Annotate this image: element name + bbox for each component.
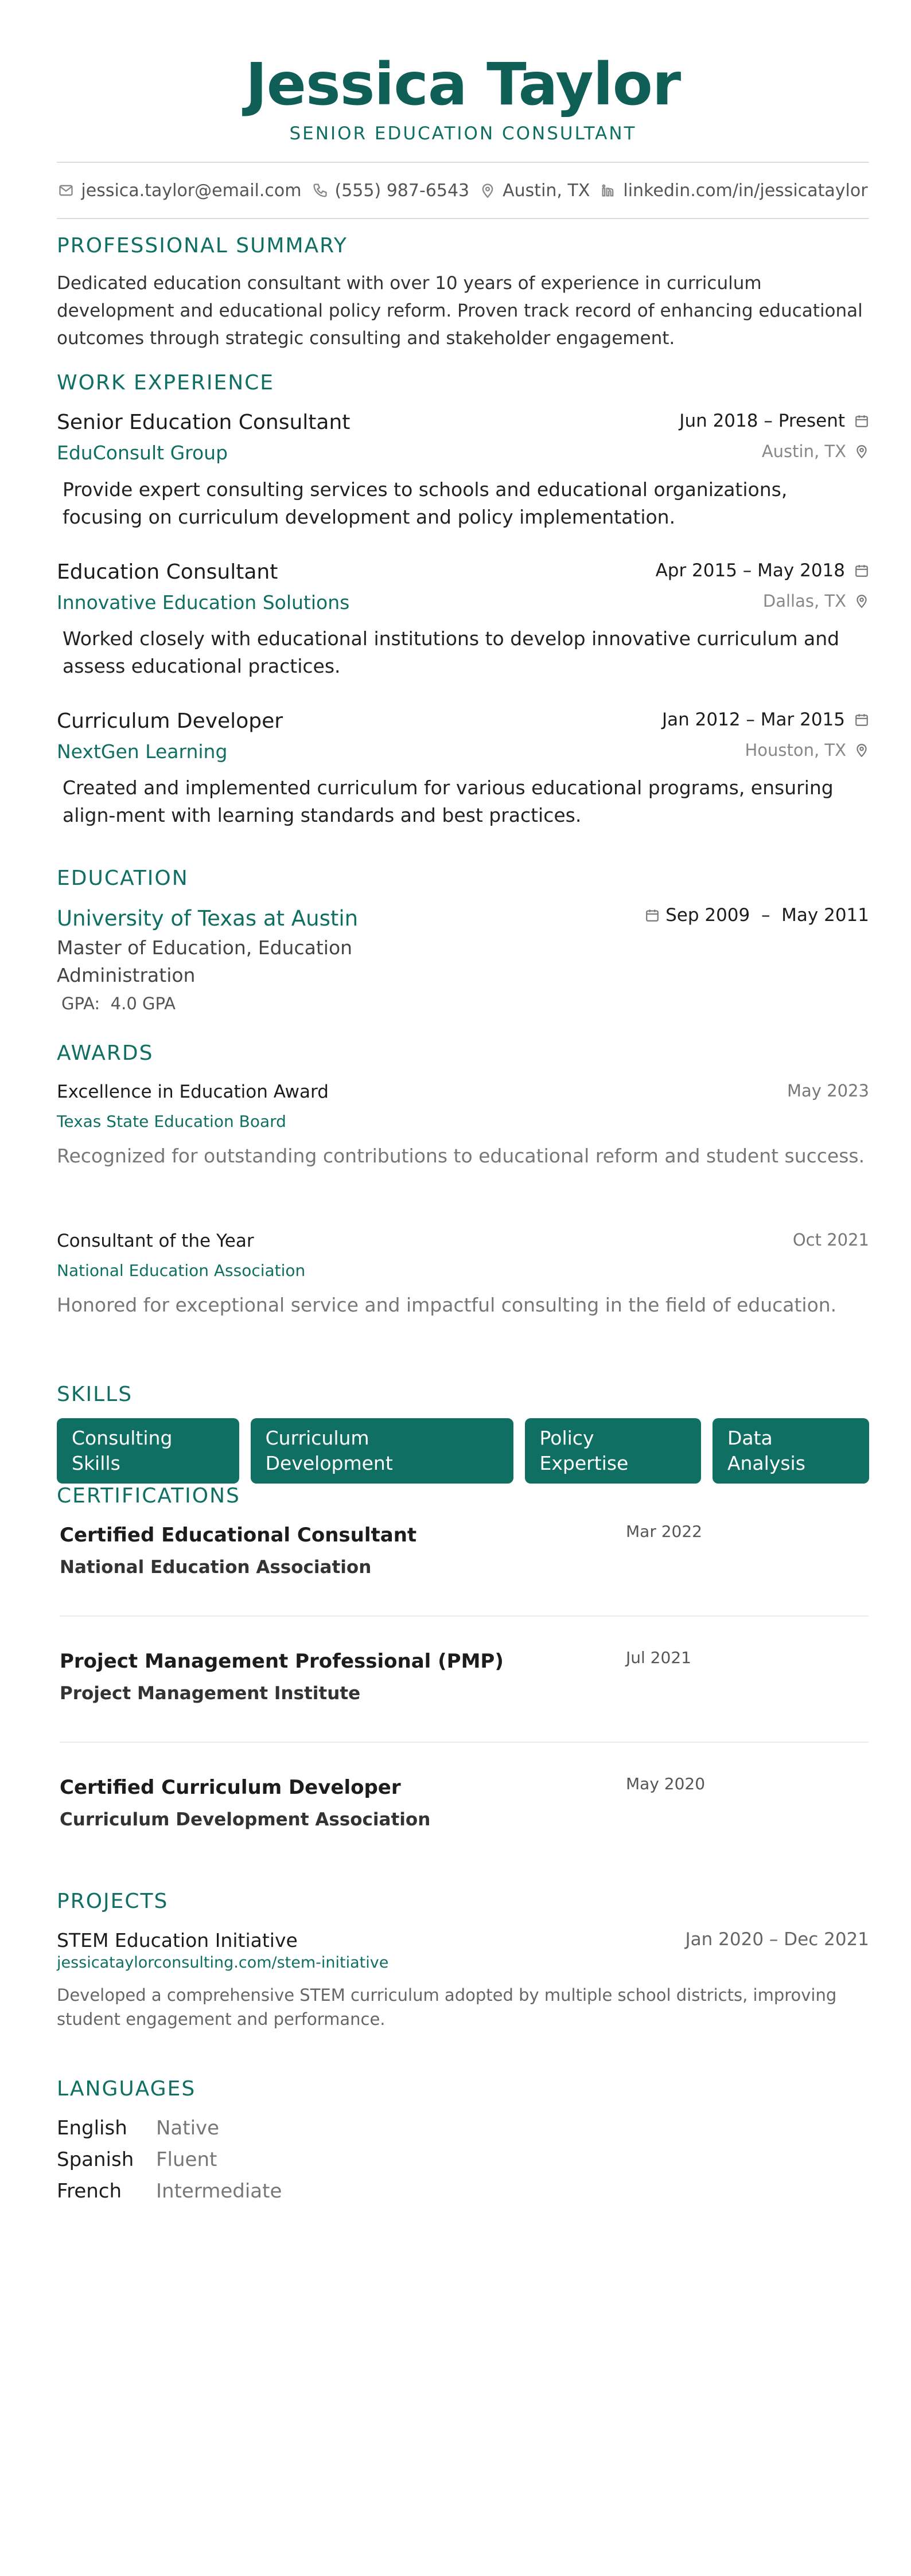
- language-name: French: [57, 2180, 122, 2203]
- awards-heading: AWARDS: [57, 1041, 154, 1065]
- job-title: Senior Education Consultant: [57, 411, 351, 434]
- project-description: Developed a comprehensive STEM curriculum adopted by multiple school districts, improving student engagement and performance.: [57, 1985, 837, 2029]
- cert-date: May 2020: [626, 1774, 706, 1793]
- languages-heading: LANGUAGES: [57, 2077, 196, 2101]
- cert-issuer: Project Management Institute: [60, 1683, 361, 1704]
- job-title: Education Consultant: [57, 560, 278, 584]
- education-gpa: [61, 992, 176, 1015]
- job-description: Created and implemented curriculum for various educational programs, ensuring align-ment with learning standards and best practices.: [63, 776, 834, 826]
- job-location: [762, 440, 869, 463]
- education-date-text: Sep 2009 – May 2011: [665, 905, 869, 926]
- language-level: Intermediate: [156, 2180, 282, 2203]
- calendar-icon: [854, 563, 869, 578]
- language-level: Native: [156, 2117, 220, 2140]
- job-company: EduConsult Group: [57, 442, 228, 464]
- job-location-text: Dallas, TX: [762, 591, 846, 611]
- calendar-icon: [854, 712, 869, 727]
- job-company: NextGen Learning: [57, 740, 228, 763]
- award-title: Excellence in Education Award: [57, 1082, 329, 1102]
- job-company: Innovative Education Solutions: [57, 591, 350, 614]
- summary-heading: PROFESSIONAL SUMMARY: [57, 234, 348, 257]
- cert-divider: [60, 1615, 869, 1617]
- summary-text: Dedicated education consultant with over 10 years of experience in curriculum development and educational policy reform. Proven track record of enhancing educational outcomes through strategic consulting and stakeholder engagement.: [57, 273, 863, 349]
- language-name: Spanish: [57, 2148, 134, 2171]
- award-issuer: Texas State Education Board: [57, 1112, 286, 1131]
- job-date-text: Jun 2018 – Present: [679, 411, 845, 431]
- location-pin-icon: [854, 743, 869, 758]
- experience-heading: WORK EXPERIENCE: [57, 371, 275, 395]
- skills-heading: SKILLS: [57, 1383, 133, 1406]
- cert-title: Certified Educational Consultant: [60, 1524, 417, 1547]
- calendar-icon: [854, 413, 869, 428]
- location-pin-icon: [480, 182, 496, 198]
- project-date: Jan 2020 – Dec 2021: [685, 1929, 869, 1950]
- phone-text: (555) 987-6543: [334, 180, 470, 201]
- contact-location: [480, 181, 590, 201]
- language-level: Fluent: [156, 2148, 217, 2171]
- job-date: [656, 559, 869, 583]
- cert-divider: [60, 1742, 869, 1743]
- award-date: May 2023: [787, 1081, 869, 1100]
- cert-date: Mar 2022: [626, 1522, 702, 1541]
- award-description: Recognized for outstanding contributions to educational reform and student success.: [57, 1145, 865, 1167]
- job-date: [679, 409, 869, 433]
- candidate-name: Jessica Taylor: [245, 50, 681, 119]
- contact-phone[interactable]: [312, 181, 470, 201]
- candidate-title: SENIOR EDUCATION CONSULTANT: [289, 123, 637, 144]
- education-degree: Master of Education, Education Administration: [57, 936, 353, 986]
- contact-bar: [57, 162, 869, 219]
- skill-tag: Data Analysis: [713, 1418, 869, 1484]
- job-description: Worked closely with educational institutions to develop innovative curriculum and assess educational practices.: [63, 627, 840, 677]
- job-title: Curriculum Developer: [57, 709, 283, 733]
- gpa-label: GPA:: [61, 994, 100, 1013]
- language-row: [57, 2116, 219, 2141]
- location-text: Austin, TX: [503, 180, 590, 201]
- job-date: [662, 708, 869, 732]
- gpa-value: 4.0 GPA: [110, 994, 176, 1013]
- email-icon: [58, 182, 74, 198]
- job-location: [763, 590, 869, 612]
- skill-tag: Consulting Skills: [57, 1418, 239, 1484]
- email-text: jessica.taylor@email.com: [81, 180, 302, 201]
- cert-title: Project Management Professional (PMP): [60, 1650, 504, 1673]
- skill-tag: Curriculum Development: [251, 1418, 513, 1484]
- award-issuer: National Education Association: [57, 1261, 306, 1280]
- job-location: [745, 739, 869, 762]
- job-location-text: Austin, TX: [761, 442, 846, 461]
- linkedin-text: linkedin.com/in/jessicataylor: [623, 180, 868, 201]
- award-title: Consultant of the Year: [57, 1231, 254, 1251]
- location-pin-icon: [854, 594, 869, 608]
- award-date: Oct 2021: [792, 1230, 869, 1250]
- job-date-text: Jan 2012 – Mar 2015: [662, 709, 845, 730]
- contact-linkedin[interactable]: [600, 181, 867, 201]
- skills-list: [57, 1418, 869, 1484]
- education-heading: EDUCATION: [57, 867, 189, 890]
- education-school: University of Texas at Austin: [57, 906, 359, 931]
- calendar-icon: [645, 908, 660, 923]
- cert-date: Jul 2021: [626, 1648, 691, 1667]
- award-description: Honored for exceptional service and impactful consulting in the field of education.: [57, 1294, 837, 1316]
- cert-issuer: Curriculum Development Association: [60, 1809, 431, 1830]
- project-link[interactable]: jessicataylorconsulting.com/stem-initiative: [57, 1954, 389, 1972]
- skill-tag: Policy Expertise: [525, 1418, 701, 1484]
- language-row: [57, 2179, 282, 2204]
- language-row: [57, 2147, 217, 2172]
- project-title: STEM Education Initiative: [57, 1929, 298, 1951]
- language-name: English: [57, 2117, 127, 2140]
- linkedin-icon: [600, 182, 616, 198]
- job-location-text: Houston, TX: [745, 740, 846, 760]
- cert-title: Certified Curriculum Developer: [60, 1776, 401, 1799]
- job-date-text: Apr 2015 – May 2018: [655, 560, 845, 581]
- job-description: Provide expert consulting services to schools and educational organizations, focusing on curriculum development and policy implementation.: [63, 478, 788, 528]
- projects-heading: PROJECTS: [57, 1890, 169, 1913]
- education-date: [645, 903, 869, 927]
- contact-email[interactable]: [58, 181, 301, 201]
- certifications-heading: CERTIFICATIONS: [57, 1484, 240, 1508]
- phone-icon: [312, 182, 328, 198]
- location-pin-icon: [854, 444, 869, 459]
- cert-issuer: National Education Association: [60, 1557, 372, 1578]
